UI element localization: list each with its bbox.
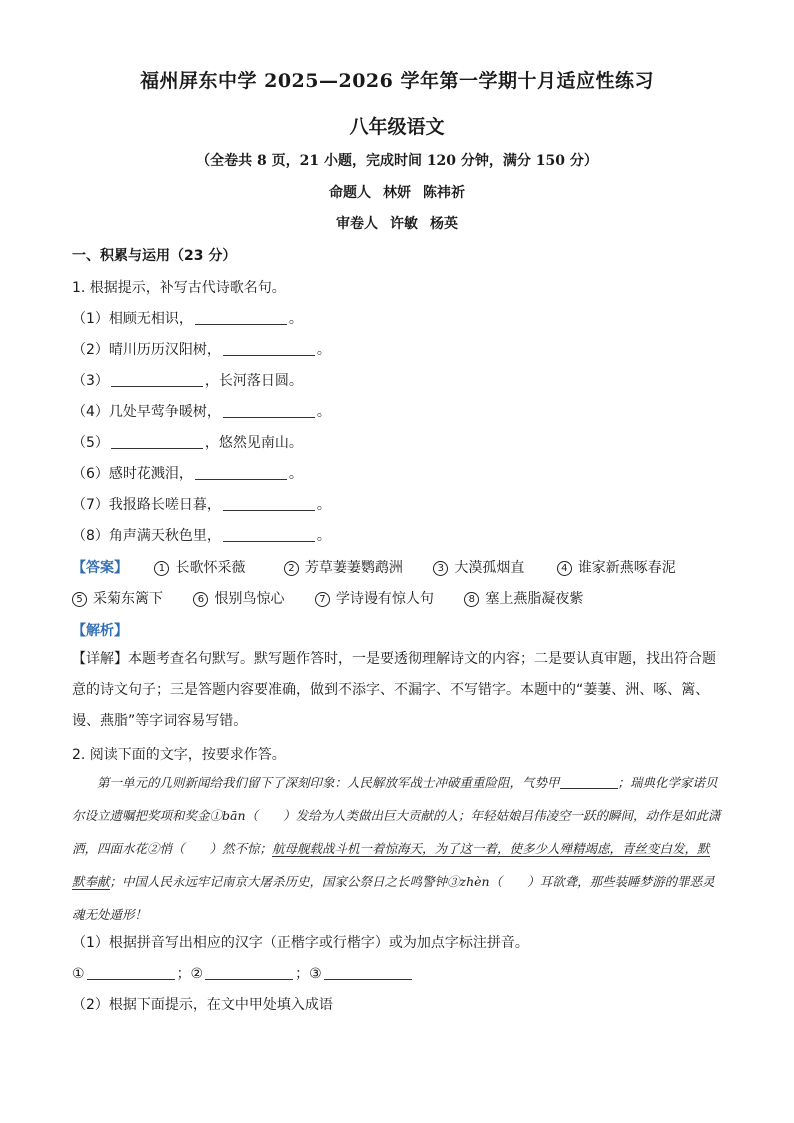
circled-number: 1 — [154, 561, 169, 576]
circled-number: 2 — [284, 561, 299, 576]
answer-item — [464, 588, 583, 608]
exam-info: （全卷共 8 页，21 小题，完成时间 120 分钟，满分 150 分） — [196, 153, 598, 169]
item-text: 。 — [316, 528, 331, 544]
authors-label: 命题人 — [329, 185, 371, 201]
answer-text: 学诗谩有惊人句 — [335, 591, 434, 607]
reading-passage — [72, 766, 722, 931]
item-text: 。 — [316, 497, 331, 513]
circled-number: 4 — [557, 561, 572, 576]
section-heading: 一、积累与运用（23 分） — [72, 248, 237, 264]
exam-subtitle: 八年级语文 — [349, 116, 445, 138]
answer-blank[interactable] — [324, 965, 412, 980]
q1-item — [72, 463, 303, 483]
authors-line — [0, 182, 794, 202]
item-text: （4）几处早莺争暖树， — [72, 404, 221, 420]
circled-number: 5 — [72, 592, 87, 607]
answer-blank[interactable] — [223, 527, 315, 542]
reviewer-2: 杨英 — [430, 216, 458, 232]
item-text: （3） — [72, 373, 109, 389]
q1-item — [72, 339, 331, 359]
reviewers-line — [0, 213, 794, 233]
item-text: 。 — [316, 342, 331, 358]
answer-text: 大漠孤烟直 — [454, 560, 525, 576]
circled-number: 8 — [464, 592, 479, 607]
q2-sub1: （1）根据拼音写出相应的汉字（正楷字或行楷字）或为加点字标注拼音。 — [72, 935, 529, 951]
blank-label: ；② — [176, 966, 204, 982]
q1-item — [72, 370, 303, 390]
answer-blank[interactable] — [111, 434, 203, 449]
passage-text: 第一单元的几则新闻给我们留下了深刻印象：人民解放军战士冲破重重险阻，气势甲 — [97, 775, 560, 790]
answer-text: 谁家新燕啄春泥 — [577, 560, 676, 576]
answer-item — [315, 588, 434, 608]
q2-sub1-answers — [72, 963, 414, 983]
underlined-sentence: 航母舰载战斗机一着惊海天，为了这一着，使多少人殚精竭虑，青丝变白发，默默奉献 — [72, 841, 710, 889]
answer-text: 采菊东篱下 — [93, 591, 163, 607]
author-2: 陈祎祈 — [423, 185, 465, 201]
circled-number: 6 — [193, 592, 208, 607]
blank-label: ① — [72, 966, 85, 982]
q1-item — [72, 432, 303, 452]
answer-blank[interactable] — [195, 310, 287, 325]
q2-sub2: （2）根据下面提示，在文中甲处填入成语 — [72, 997, 333, 1013]
answer-text: 塞上燕脂凝夜紫 — [485, 591, 584, 607]
answer-text: 芳草萋萋鹦鹉洲 — [304, 560, 403, 576]
idiom-blank[interactable] — [560, 776, 618, 789]
q1-item — [72, 494, 331, 514]
item-text: ，悠然见南山。 — [204, 435, 303, 451]
exam-title: 福州屏东中学 2025—2026 学年第一学期十月适应性练习 — [140, 70, 654, 92]
q1-prompt: 1. 根据提示，补写古代诗歌名句。 — [72, 280, 286, 296]
answer-item — [557, 557, 676, 577]
answer-item — [193, 588, 284, 608]
item-text: （8）角声满天秋色里， — [72, 528, 221, 544]
answer-text: 恨别鸟惊心 — [214, 591, 285, 607]
item-text: 。 — [288, 311, 303, 327]
answer-blank[interactable] — [195, 465, 287, 480]
detail-paragraph: 【详解】本题考查名句默写。默写题作答时，一是要透彻理解诗文的内容；二是要认真审题，找出符合题意的诗文句子；三是答题内容要准确，做到不添字、不漏字、不写错字。本题中的“萋萋、洲、啄、篱、谩、燕脂”等字词容易写错。 — [72, 651, 716, 729]
analysis-tag: 【解析】 — [72, 623, 128, 639]
item-text: 。 — [316, 404, 331, 420]
answers-row-2 — [72, 588, 583, 608]
answer-blank[interactable] — [223, 496, 315, 511]
passage-text: ；中国人民永远牢记南京大屠杀历史，国家公祭日之长鸣警钟③zhèn（ ）耳欲聋，那些装睡梦游的罪恶灵魂无处遁形！ — [72, 874, 715, 922]
item-text: （6）感时花溅泪， — [72, 466, 193, 482]
q1-item — [72, 525, 331, 545]
answer-blank[interactable] — [223, 403, 315, 418]
item-text: 。 — [288, 466, 303, 482]
q1-item — [72, 401, 331, 421]
analysis-heading — [72, 620, 128, 640]
answer-blank[interactable] — [223, 341, 315, 356]
item-text: ，长河落日圆。 — [204, 373, 303, 389]
answer-item — [72, 588, 163, 608]
circled-number: 7 — [315, 592, 330, 607]
item-text: （1）相顾无相识， — [72, 311, 193, 327]
answer-blank[interactable] — [205, 965, 293, 980]
answer-tag: 【答案】 — [72, 560, 128, 576]
answer-item — [154, 557, 245, 577]
answers-row-1 — [72, 557, 676, 577]
answer-item — [433, 557, 524, 577]
reviewers-label: 审卷人 — [336, 216, 378, 232]
answer-text: 长歌怀采薇 — [175, 560, 246, 576]
answer-blank[interactable] — [87, 965, 175, 980]
blank-label: ；③ — [295, 966, 322, 982]
author-1: 林妍 — [383, 185, 411, 201]
item-text: （7）我报路长嗟日暮， — [72, 497, 221, 513]
circled-number: 3 — [433, 561, 448, 576]
item-text: （5） — [72, 435, 109, 451]
answer-blank[interactable] — [111, 372, 203, 387]
q2-prompt: 2. 阅读下面的文字，按要求作答。 — [72, 747, 286, 763]
q1-item — [72, 308, 303, 328]
passage-text: ；瑞典化学家诺贝尔设立遗嘱把奖项和奖金①bān（ ）发给为人类做出巨大贡献的人；年轻姑娘吕伟凌空一跃的瞬间，动作是如此潇洒，四面水花②悄（ ）然不惊； — [72, 775, 721, 856]
reviewer-1: 许敏 — [390, 216, 418, 232]
item-text: （2）晴川历历汉阳树， — [72, 342, 221, 358]
answer-item — [284, 557, 403, 577]
